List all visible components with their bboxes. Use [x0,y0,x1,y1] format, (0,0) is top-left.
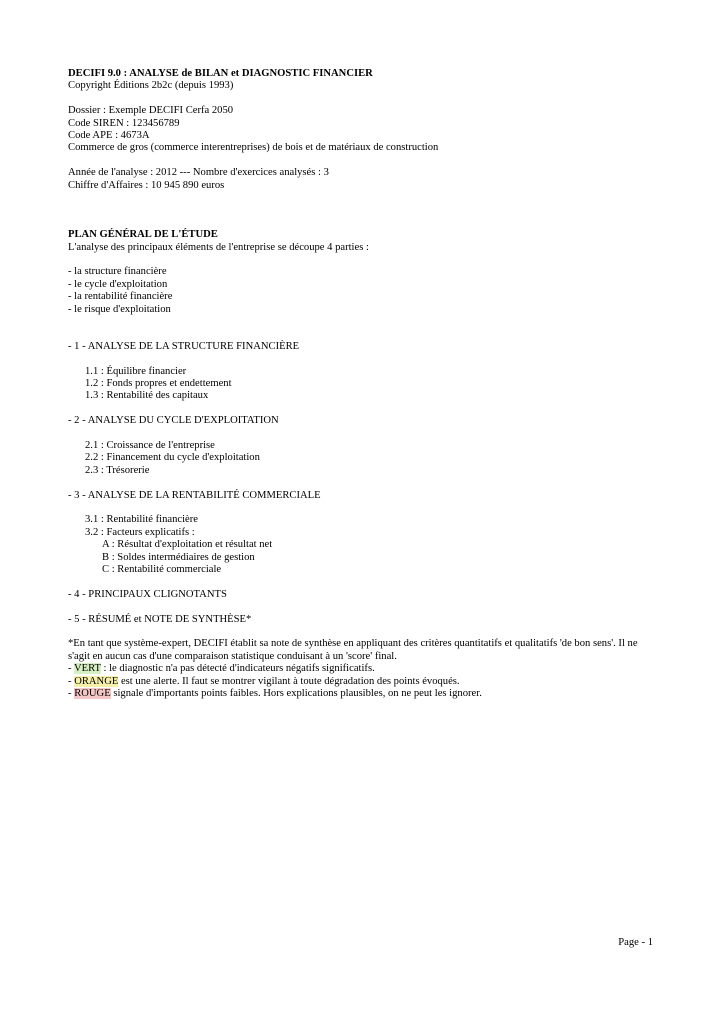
plan-title: PLAN GÉNÉRAL DE L'ÉTUDE [68,229,218,241]
legend-orange [68,676,658,688]
activity: Commerce de gros (commerce interentreprises) de bois et de matériaux de construction [68,142,439,154]
section-item: 1.3 : Rentabilité des capitaux [85,390,209,402]
dossier: Dossier : Exemple DECIFI Cerfa 2050 [68,105,234,117]
legend-prefix: - [68,688,75,700]
turnover: Chiffre d'Affaires : 10 945 890 euros [68,179,225,191]
copyright: Copyright Éditions 2b2c (depuis 1993) [68,80,234,92]
section-item: 2.3 : Trésorerie [85,464,150,476]
legend-rouge [68,688,658,700]
siren-code: Code SIREN : 123456789 [68,117,180,129]
rouge-label: ROUGE [74,688,111,700]
analysis-year: Année de l'analyse : 2012 --- Nombre d'exercices analysés : 3 [68,167,329,179]
section-item: 1.2 : Fonds propres et endettement [85,378,232,390]
section-item: 3.2 : Facteurs explicatifs : [85,526,195,538]
orange-description: est une alerte. Il faut se montrer vigilant à toute dégradation des points évoqués. [118,675,460,687]
orange-label: ORANGE [74,675,119,687]
section-1-title: - 1 - ANALYSE DE LA STRUCTURE FINANCIÈRE [68,340,300,352]
ape-code: Code APE : 4673A [68,130,150,142]
legend-prefix: - [68,675,75,687]
section-item: 3.1 : Rentabilité financière [85,514,198,526]
legend-vert [68,663,658,675]
plan-part: - la structure financière [68,266,167,278]
section-2-title: - 2 - ANALYSE DU CYCLE D'EXPLOITATION [68,415,279,427]
document-title: DECIFI 9.0 : ANALYSE de BILAN et DIAGNOSTIC FINANCIER [68,68,373,79]
plan-intro: L'analyse des principaux éléments de l'entreprise se découpe 4 parties : [68,241,369,253]
plan-part: - le cycle d'exploitation [68,278,168,290]
section-subitem: C : Rentabilité commerciale [102,564,222,576]
section-5-title: - 5 - RÉSUMÉ et NOTE DE SYNTHÈSE* [68,613,252,625]
section-item: 2.2 : Financement du cycle d'exploitation [85,452,260,464]
vert-description: : le diagnostic n'a pas détecté d'indicateurs négatifs significatifs. [100,663,375,675]
section-subitem: B : Soldes intermédiaires de gestion [102,551,255,563]
vert-label: VERT [74,663,101,675]
synthesis-note: *En tant que système-expert, DECIFI établit sa note de synthèse en appliquant des critères quantitatifs et qualitatifs 'de bon sens'. Il ne s'agit en aucun cas d'une comparaison statistique conduisant à un 'score' final. [68,638,638,662]
section-item: 1.1 : Équilibre financier [85,365,187,377]
plan-part: - la rentabilité financière [68,291,173,303]
document-page [68,68,658,701]
plan-part: - le risque d'exploitation [68,303,171,315]
section-subitem: A : Résultat d'exploitation et résultat net [102,539,273,551]
rouge-description: signale d'importants points faibles. Hors explications plausibles, on ne peut les ignorer. [110,688,482,700]
section-item: 2.1 : Croissance de l'entreprise [85,440,215,452]
section-3-title: - 3 - ANALYSE DE LA RENTABILITÉ COMMERCIALE [68,489,321,501]
legend-prefix: - [68,663,74,675]
section-4-title: - 4 - PRINCIPAUX CLIGNOTANTS [68,588,227,600]
page-number: Page - 1 [618,937,653,948]
